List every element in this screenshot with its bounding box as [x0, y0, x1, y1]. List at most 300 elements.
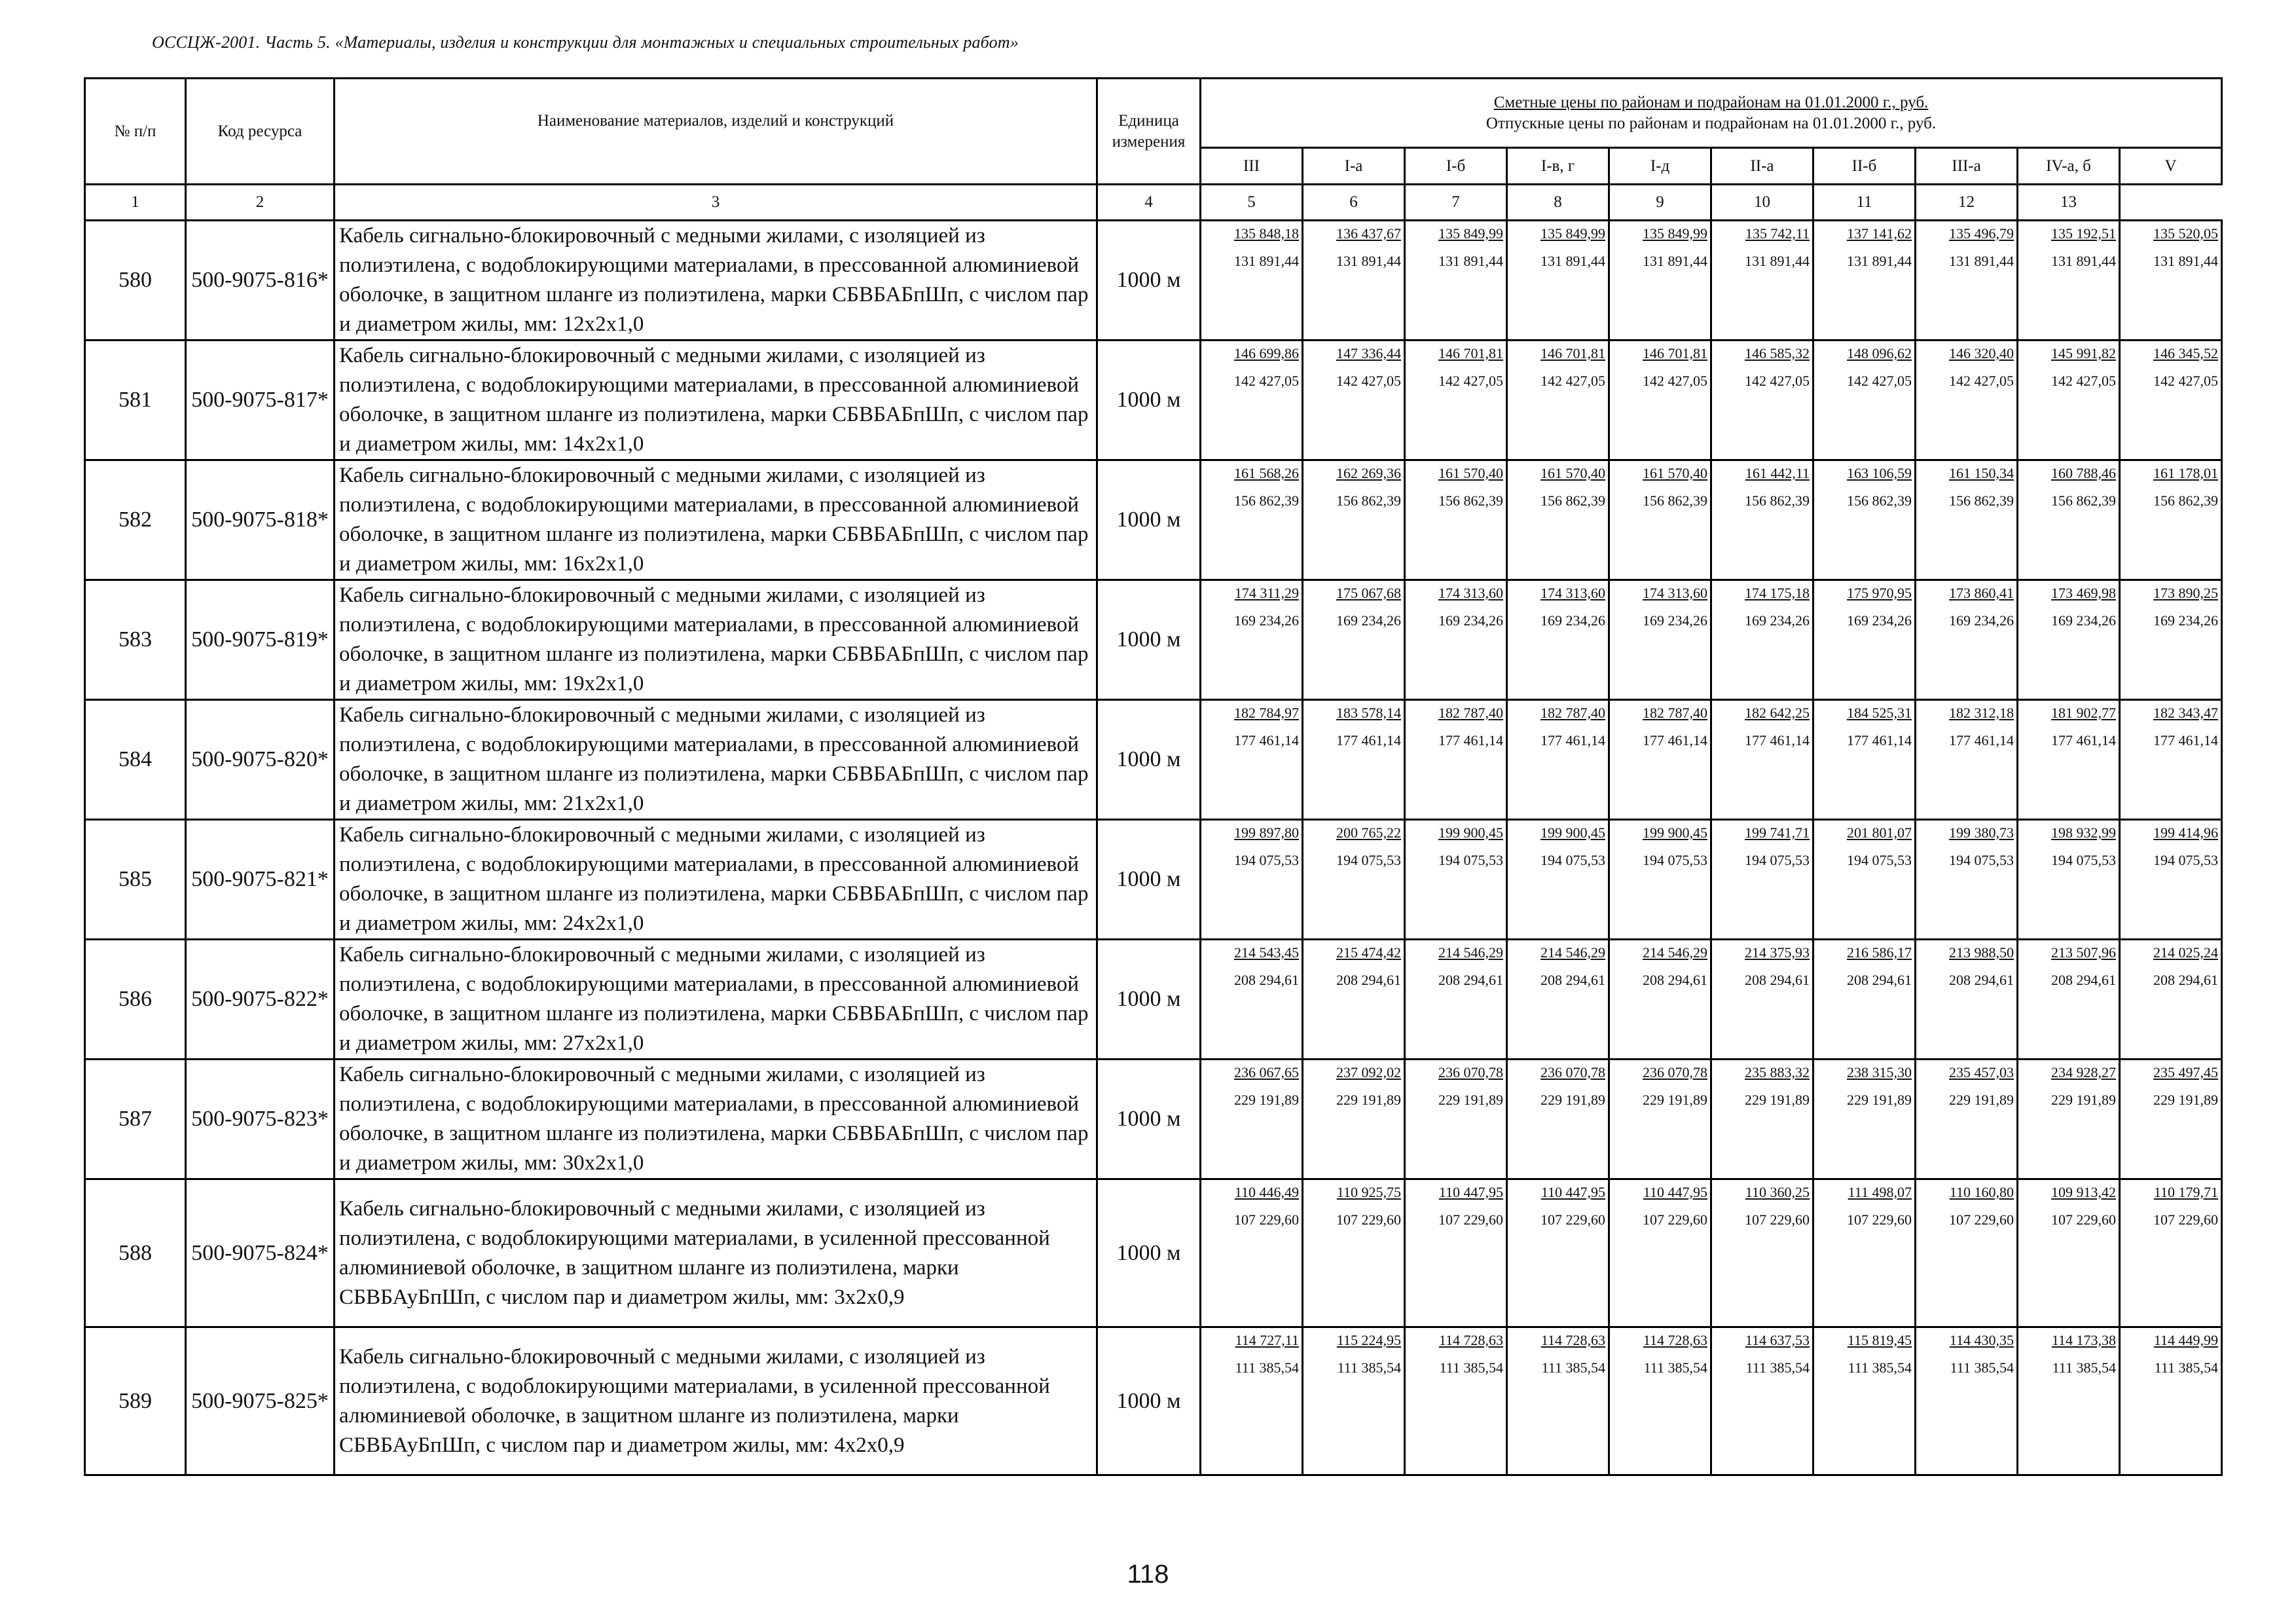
price-cell: [1405, 940, 1507, 1060]
price-cell: [1405, 700, 1507, 820]
estimate-price: 234 928,27: [2051, 1064, 2116, 1080]
wholesale-price: 169 234,26: [1949, 612, 2014, 629]
material-name: Кабель сигнально-блокировочный с медными жилами, с изоляцией из полиэтилена, с водоблокирующими материалами, в прессованной алюминиевой оболочке, в защитном шланге из полиэтилена, марки СБВБАБпШп, с числом пар и диаметром жилы, мм: 19х2х1,0: [335, 580, 1097, 700]
column-number: 2: [186, 185, 335, 221]
resource-code: 500-9075-817*: [186, 341, 335, 460]
wholesale-price: 107 229,60: [1336, 1211, 1401, 1228]
wholesale-price: 156 862,39: [2153, 492, 2219, 509]
wholesale-price: 156 862,39: [1336, 492, 1401, 509]
estimate-price: 135 849,99: [1438, 225, 1503, 242]
material-name: Кабель сигнально-блокировочный с медными жилами, с изоляцией из полиэтилена, с водоблокирующими материалами, в прессованной алюминиевой оболочке, в защитном шланге из полиэтилена, марки СБВБАБпШп, с числом пар и диаметром жилы, мм: 24х2х1,0: [335, 820, 1097, 940]
row-number: 589: [85, 1327, 186, 1475]
price-cell: [1813, 820, 1916, 940]
wholesale-price: 107 229,60: [1540, 1211, 1605, 1228]
estimate-price: 173 890,25: [2153, 585, 2219, 601]
wholesale-price: 194 075,53: [1847, 852, 1912, 868]
price-cell: [1303, 580, 1405, 700]
price-cell: [1609, 580, 1711, 700]
material-name: Кабель сигнально-блокировочный с медными жилами, с изоляцией из полиэтилена, с водоблокирующими материалами, в прессованной алюминиевой оболочке, в защитном шланге из полиэтилена, марки СБВБАБпШп, с числом пар и диаметром жилы, мм: 27х2х1,0: [335, 940, 1097, 1060]
estimate-price: 199 741,71: [1745, 824, 1810, 841]
measure-unit: 1000 м: [1097, 1327, 1201, 1475]
column-number: 13: [2018, 185, 2120, 221]
wholesale-price: 142 427,05: [1540, 373, 1605, 389]
row-number: 583: [85, 580, 186, 700]
price-cell: [1916, 940, 2018, 1060]
price-cell: [1813, 1327, 1916, 1475]
column-number: 11: [1813, 185, 1916, 221]
estimate-price: 214 025,24: [2153, 944, 2219, 961]
price-cell: [1916, 221, 2018, 341]
estimate-price: 199 380,73: [1949, 824, 2014, 841]
price-cell: [1711, 820, 1813, 940]
estimate-price: 199 897,80: [1234, 824, 1299, 841]
price-cell: [2018, 1327, 2120, 1475]
estimate-price: 135 848,18: [1234, 225, 1299, 242]
estimate-price: 183 578,14: [1336, 705, 1401, 721]
estimate-price: 182 787,40: [1643, 705, 1707, 721]
price-cell: [2120, 1179, 2222, 1327]
measure-unit: 1000 м: [1097, 221, 1201, 341]
wholesale-price: 169 234,26: [1745, 612, 1810, 629]
estimate-price: 174 175,18: [1745, 585, 1810, 601]
wholesale-price: 208 294,61: [1745, 972, 1810, 988]
estimate-price: 147 336,44: [1336, 345, 1401, 361]
wholesale-price: 111 385,54: [1235, 1359, 1299, 1376]
price-cell: [2120, 460, 2222, 580]
wholesale-price: 229 191,89: [1336, 1092, 1401, 1108]
measure-unit: 1000 м: [1097, 341, 1201, 460]
price-cell: [1405, 580, 1507, 700]
wholesale-price: 229 191,89: [1438, 1092, 1503, 1108]
region-header: I-б: [1405, 148, 1507, 185]
price-cell: [1507, 940, 1609, 1060]
wholesale-price: 194 075,53: [1745, 852, 1810, 868]
wholesale-price: 208 294,61: [2051, 972, 2116, 988]
estimate-price: 110 447,95: [1438, 1184, 1503, 1200]
wholesale-price: 111 385,54: [1439, 1359, 1503, 1376]
estimate-price: 110 447,95: [1540, 1184, 1605, 1200]
price-cell: [1201, 341, 1303, 460]
wholesale-price: 107 229,60: [2153, 1211, 2219, 1228]
estimate-price: 110 447,95: [1643, 1184, 1707, 1200]
price-cell: [2018, 580, 2120, 700]
price-cell: [1303, 820, 1405, 940]
estimate-price: 199 900,45: [1643, 824, 1707, 841]
price-cell: [1609, 1327, 1711, 1475]
price-cell: [1609, 1060, 1711, 1179]
price-cell: [1507, 1179, 1609, 1327]
estimate-price: 214 546,29: [1540, 944, 1605, 961]
header-code: Код ресурса: [186, 79, 335, 185]
wholesale-price: 229 191,89: [1949, 1092, 2014, 1108]
wholesale-price: 177 461,14: [1540, 732, 1605, 748]
price-cell: [2120, 700, 2222, 820]
price-cell: [1711, 940, 1813, 1060]
estimate-price: 236 067,65: [1234, 1064, 1299, 1080]
region-header: II-а: [1711, 148, 1813, 185]
material-name: Кабель сигнально-блокировочный с медными жилами, с изоляцией из полиэтилена, с водоблокирующими материалами, в прессованной алюминиевой оболочке, в защитном шланге из полиэтилена, марки СБВБАБпШп, с числом пар и диаметром жилы, мм: 16х2х1,0: [335, 460, 1097, 580]
wholesale-price: 208 294,61: [1540, 972, 1605, 988]
wholesale-price: 131 891,44: [1234, 253, 1299, 269]
price-cell: [1609, 820, 1711, 940]
price-cell: [1201, 460, 1303, 580]
wholesale-price: 107 229,60: [1643, 1211, 1707, 1228]
wholesale-price: 142 427,05: [1336, 373, 1401, 389]
table-row: [85, 820, 2222, 940]
column-number: 3: [335, 185, 1097, 221]
row-number: 585: [85, 820, 186, 940]
estimate-price: 137 141,62: [1847, 225, 1912, 242]
price-cell: [1609, 1179, 1711, 1327]
estimate-price: 201 801,07: [1847, 824, 1912, 841]
wholesale-price: 142 427,05: [1643, 373, 1707, 389]
wholesale-price: 169 234,26: [1438, 612, 1503, 629]
row-number: 588: [85, 1179, 186, 1327]
column-number: 7: [1405, 185, 1507, 221]
estimate-price: 146 345,52: [2153, 345, 2219, 361]
price-cell: [1916, 700, 2018, 820]
table-row: [85, 221, 2222, 341]
wholesale-price: 229 191,89: [1745, 1092, 1810, 1108]
measure-unit: 1000 м: [1097, 940, 1201, 1060]
measure-unit: 1000 м: [1097, 820, 1201, 940]
wholesale-price: 177 461,14: [1949, 732, 2014, 748]
row-number: 582: [85, 460, 186, 580]
header-unit: Единица измерения: [1097, 79, 1201, 185]
wholesale-price: 111 385,54: [1848, 1359, 1912, 1376]
price-cell: [1813, 1179, 1916, 1327]
estimate-price: 145 991,82: [2051, 345, 2116, 361]
estimate-price: 114 449,99: [2153, 1332, 2219, 1348]
wholesale-price: 131 891,44: [1540, 253, 1605, 269]
price-cell: [2120, 221, 2222, 341]
price-cell: [1405, 820, 1507, 940]
estimate-price: 162 269,36: [1336, 465, 1401, 481]
estimate-price: 182 642,25: [1745, 705, 1810, 721]
estimate-price: 235 883,32: [1745, 1064, 1810, 1080]
estimate-price: 174 313,60: [1438, 585, 1503, 601]
wholesale-price: 156 862,39: [2051, 492, 2116, 509]
price-cell: [2018, 460, 2120, 580]
wholesale-price: 177 461,14: [1336, 732, 1401, 748]
wholesale-price: 177 461,14: [1643, 732, 1707, 748]
price-cell: [1405, 460, 1507, 580]
estimate-price: 136 437,67: [1336, 225, 1401, 242]
estimate-price: 146 320,40: [1949, 345, 2014, 361]
resource-code: 500-9075-823*: [186, 1060, 335, 1179]
price-cell: [1916, 820, 2018, 940]
wholesale-price: 142 427,05: [1438, 373, 1503, 389]
estimate-price: 214 375,93: [1745, 944, 1810, 961]
column-number: 5: [1201, 185, 1303, 221]
table-row: [85, 1327, 2222, 1475]
estimate-price: 181 902,77: [2051, 705, 2116, 721]
table-row: [85, 1060, 2222, 1179]
estimate-price: 114 728,63: [1540, 1332, 1605, 1348]
price-cell: [1507, 341, 1609, 460]
header-prices-wholesale: Отпускные цены по районам и подрайонам на 01.01.2000 г., руб.: [1485, 114, 1937, 132]
material-name: Кабель сигнально-блокировочный с медными жилами, с изоляцией из полиэтилена, с водоблокирующими материалами, в усиленной прессованной алюминиевой оболочке, в защитном шланге из полиэтилена, марки СБВБАуБпШп, с числом пар и диаметром жилы, мм: 4х2х0,9: [335, 1327, 1097, 1475]
estimate-price: 114 727,11: [1235, 1332, 1299, 1348]
wholesale-price: 177 461,14: [1438, 732, 1503, 748]
price-cell: [1711, 460, 1813, 580]
estimate-price: 182 787,40: [1540, 705, 1605, 721]
material-name: Кабель сигнально-блокировочный с медными жилами, с изоляцией из полиэтилена, с водоблокирующими материалами, в прессованной алюминиевой оболочке, в защитном шланге из полиэтилена, марки СБВБАБпШп, с числом пар и диаметром жилы, мм: 12х2х1,0: [335, 221, 1097, 341]
wholesale-price: 131 891,44: [1336, 253, 1401, 269]
price-cell: [1916, 1179, 2018, 1327]
estimate-price: 198 932,99: [2051, 824, 2116, 841]
estimate-price: 146 701,81: [1643, 345, 1707, 361]
estimate-price: 161 178,01: [2153, 465, 2219, 481]
price-cell: [1711, 1060, 1813, 1179]
wholesale-price: 208 294,61: [1336, 972, 1401, 988]
estimate-price: 214 543,45: [1234, 944, 1299, 961]
material-name: Кабель сигнально-блокировочный с медными жилами, с изоляцией из полиэтилена, с водоблокирующими материалами, в усиленной прессованной алюминиевой оболочке, в защитном шланге из полиэтилена, марки СБВБАуБпШп, с числом пар и диаметром жилы, мм: 3х2х0,9: [335, 1179, 1097, 1327]
region-header: V: [2120, 148, 2222, 185]
estimate-price: 110 925,75: [1336, 1184, 1401, 1200]
price-cell: [2120, 820, 2222, 940]
wholesale-price: 229 191,89: [1540, 1092, 1605, 1108]
estimate-price: 175 067,68: [1336, 585, 1401, 601]
price-cell: [1507, 460, 1609, 580]
resource-code: 500-9075-820*: [186, 700, 335, 820]
wholesale-price: 229 191,89: [1234, 1092, 1299, 1108]
resource-code: 500-9075-825*: [186, 1327, 335, 1475]
estimate-price: 182 787,40: [1438, 705, 1503, 721]
wholesale-price: 156 862,39: [1745, 492, 1810, 509]
price-cell: [2120, 341, 2222, 460]
price-cell: [1303, 341, 1405, 460]
measure-unit: 1000 м: [1097, 1060, 1201, 1179]
price-cell: [2018, 221, 2120, 341]
column-number: 1: [85, 185, 186, 221]
resource-code: 500-9075-818*: [186, 460, 335, 580]
region-header: I-д: [1609, 148, 1711, 185]
price-cell: [1813, 1060, 1916, 1179]
wholesale-price: 177 461,14: [1745, 732, 1810, 748]
estimate-price: 199 414,96: [2153, 824, 2219, 841]
region-header: I-а: [1303, 148, 1405, 185]
header-num: № п/п: [85, 79, 186, 185]
estimate-price: 135 849,99: [1540, 225, 1605, 242]
estimate-price: 161 442,11: [1745, 465, 1810, 481]
wholesale-price: 169 234,26: [2051, 612, 2116, 629]
estimate-price: 214 546,29: [1438, 944, 1503, 961]
price-cell: [1609, 700, 1711, 820]
price-cell: [1916, 460, 2018, 580]
header-prices-estimate: Сметные цены по районам и подрайонам на 01.01.2000 г., руб.: [1493, 94, 1929, 112]
price-cell: [1201, 940, 1303, 1060]
estimate-price: 114 637,53: [1745, 1332, 1810, 1348]
wholesale-price: 169 234,26: [1234, 612, 1299, 629]
wholesale-price: 177 461,14: [1847, 732, 1912, 748]
measure-unit: 1000 м: [1097, 1179, 1201, 1327]
wholesale-price: 131 891,44: [1949, 253, 2014, 269]
estimate-price: 110 446,49: [1234, 1184, 1299, 1200]
wholesale-price: 194 075,53: [2153, 852, 2219, 868]
row-number: 580: [85, 221, 186, 341]
price-cell: [2018, 820, 2120, 940]
estimate-price: 199 900,45: [1540, 824, 1605, 841]
table-row: [85, 580, 2222, 700]
estimate-price: 184 525,31: [1847, 705, 1912, 721]
region-header: IV-а, б: [2018, 148, 2120, 185]
estimate-price: 109 913,42: [2051, 1184, 2116, 1200]
material-name: Кабель сигнально-блокировочный с медными жилами, с изоляцией из полиэтилена, с водоблокирующими материалами, в прессованной алюминиевой оболочке, в защитном шланге из полиэтилена, марки СБВБАБпШп, с числом пар и диаметром жилы, мм: 30х2х1,0: [335, 1060, 1097, 1179]
price-cell: [1711, 341, 1813, 460]
estimate-price: 174 313,60: [1540, 585, 1605, 601]
price-cell: [1711, 1327, 1813, 1475]
estimate-price: 236 070,78: [1540, 1064, 1605, 1080]
price-cell: [1711, 580, 1813, 700]
table-row: [85, 1179, 2222, 1327]
resource-code: 500-9075-821*: [186, 820, 335, 940]
estimate-price: 146 699,86: [1234, 345, 1299, 361]
row-number: 587: [85, 1060, 186, 1179]
estimate-price: 163 106,59: [1847, 465, 1912, 481]
wholesale-price: 142 427,05: [2051, 373, 2116, 389]
estimate-price: 160 788,46: [2051, 465, 2116, 481]
row-number: 586: [85, 940, 186, 1060]
wholesale-price: 169 234,26: [2153, 612, 2219, 629]
price-cell: [1609, 341, 1711, 460]
wholesale-price: 156 862,39: [1438, 492, 1503, 509]
estimate-price: 114 728,63: [1643, 1332, 1707, 1348]
wholesale-price: 107 229,60: [1745, 1211, 1810, 1228]
wholesale-price: 194 075,53: [1336, 852, 1401, 868]
wholesale-price: 111 385,54: [1745, 1359, 1810, 1376]
price-cell: [2018, 341, 2120, 460]
row-number: 581: [85, 341, 186, 460]
price-cell: [1303, 1060, 1405, 1179]
price-cell: [1303, 1179, 1405, 1327]
price-cell: [1813, 221, 1916, 341]
estimate-price: 213 507,96: [2051, 944, 2116, 961]
price-cell: [1609, 940, 1711, 1060]
estimate-price: 236 070,78: [1438, 1064, 1503, 1080]
wholesale-price: 142 427,05: [1847, 373, 1912, 389]
price-cell: [1201, 820, 1303, 940]
price-cell: [2018, 1060, 2120, 1179]
price-cell: [2018, 700, 2120, 820]
price-cell: [1507, 221, 1609, 341]
estimate-price: 182 784,97: [1234, 705, 1299, 721]
wholesale-price: 177 461,14: [2051, 732, 2116, 748]
price-cell: [1405, 1060, 1507, 1179]
region-header: III-а: [1916, 148, 2018, 185]
column-number: 10: [1711, 185, 1813, 221]
estimate-price: 161 570,40: [1438, 465, 1503, 481]
price-cell: [1916, 1060, 2018, 1179]
wholesale-price: 169 234,26: [1847, 612, 1912, 629]
price-cell: [1405, 341, 1507, 460]
price-cell: [1201, 1179, 1303, 1327]
estimate-price: 110 179,71: [2153, 1184, 2219, 1200]
column-number: 12: [1916, 185, 2018, 221]
wholesale-price: 131 891,44: [1847, 253, 1912, 269]
estimate-price: 215 474,42: [1336, 944, 1401, 961]
price-cell: [1507, 580, 1609, 700]
wholesale-price: 169 234,26: [1540, 612, 1605, 629]
estimate-price: 111 498,07: [1848, 1184, 1912, 1200]
estimate-price: 161 568,26: [1234, 465, 1299, 481]
wholesale-price: 208 294,61: [2153, 972, 2219, 988]
estimate-price: 235 457,03: [1949, 1064, 2014, 1080]
wholesale-price: 142 427,05: [1234, 373, 1299, 389]
estimate-price: 135 496,79: [1949, 225, 2014, 242]
wholesale-price: 131 891,44: [1438, 253, 1503, 269]
wholesale-price: 156 862,39: [1540, 492, 1605, 509]
price-cell: [1201, 1327, 1303, 1475]
price-cell: [1813, 940, 1916, 1060]
estimate-price: 135 742,11: [1745, 225, 1810, 242]
estimate-price: 148 096,62: [1847, 345, 1912, 361]
wholesale-price: 111 385,54: [1337, 1359, 1401, 1376]
price-cell: [1711, 700, 1813, 820]
resource-code: 500-9075-816*: [186, 221, 335, 341]
price-cell: [2018, 1179, 2120, 1327]
price-cell: [2018, 940, 2120, 1060]
estimate-price: 213 988,50: [1949, 944, 2014, 961]
price-cell: [1405, 221, 1507, 341]
resource-code: 500-9075-824*: [186, 1179, 335, 1327]
price-cell: [1303, 1327, 1405, 1475]
table-row: [85, 341, 2222, 460]
price-cell: [2120, 580, 2222, 700]
price-cell: [1303, 940, 1405, 1060]
wholesale-price: 177 461,14: [2153, 732, 2219, 748]
estimate-price: 135 849,99: [1643, 225, 1707, 242]
wholesale-price: 208 294,61: [1847, 972, 1912, 988]
document-header: ОССЦЖ-2001. Часть 5. «Материалы, изделия и конструкции для монтажных и специальных строительных работ»: [152, 33, 1019, 52]
row-number: 584: [85, 700, 186, 820]
estimate-price: 199 900,45: [1438, 824, 1503, 841]
estimate-price: 236 070,78: [1643, 1064, 1707, 1080]
estimate-price: 182 312,18: [1949, 705, 2014, 721]
price-cell: [1507, 700, 1609, 820]
price-cell: [1813, 460, 1916, 580]
wholesale-price: 194 075,53: [1643, 852, 1707, 868]
price-cell: [1405, 1179, 1507, 1327]
wholesale-price: 169 234,26: [1643, 612, 1707, 629]
estimate-price: 235 497,45: [2153, 1064, 2219, 1080]
wholesale-price: 208 294,61: [1643, 972, 1707, 988]
wholesale-price: 131 891,44: [1745, 253, 1810, 269]
estimate-price: 146 585,32: [1745, 345, 1810, 361]
estimate-price: 173 469,98: [2051, 585, 2116, 601]
wholesale-price: 156 862,39: [1643, 492, 1707, 509]
estimate-price: 174 313,60: [1643, 585, 1707, 601]
table-row: [85, 460, 2222, 580]
wholesale-price: 131 891,44: [2153, 253, 2219, 269]
price-cell: [1303, 221, 1405, 341]
wholesale-price: 208 294,61: [1438, 972, 1503, 988]
price-cell: [1507, 1327, 1609, 1475]
price-cell: [1711, 221, 1813, 341]
estimate-price: 216 586,17: [1847, 944, 1912, 961]
price-cell: [1507, 820, 1609, 940]
wholesale-price: 194 075,53: [1949, 852, 2014, 868]
price-cell: [2120, 1327, 2222, 1475]
table-row: [85, 940, 2222, 1060]
estimate-price: 214 546,29: [1643, 944, 1707, 961]
wholesale-price: 208 294,61: [1949, 972, 2014, 988]
estimate-price: 114 728,63: [1438, 1332, 1503, 1348]
estimate-price: 238 315,30: [1847, 1064, 1912, 1080]
wholesale-price: 111 385,54: [1541, 1359, 1605, 1376]
price-cell: [1201, 221, 1303, 341]
wholesale-price: 111 385,54: [1950, 1359, 2014, 1376]
